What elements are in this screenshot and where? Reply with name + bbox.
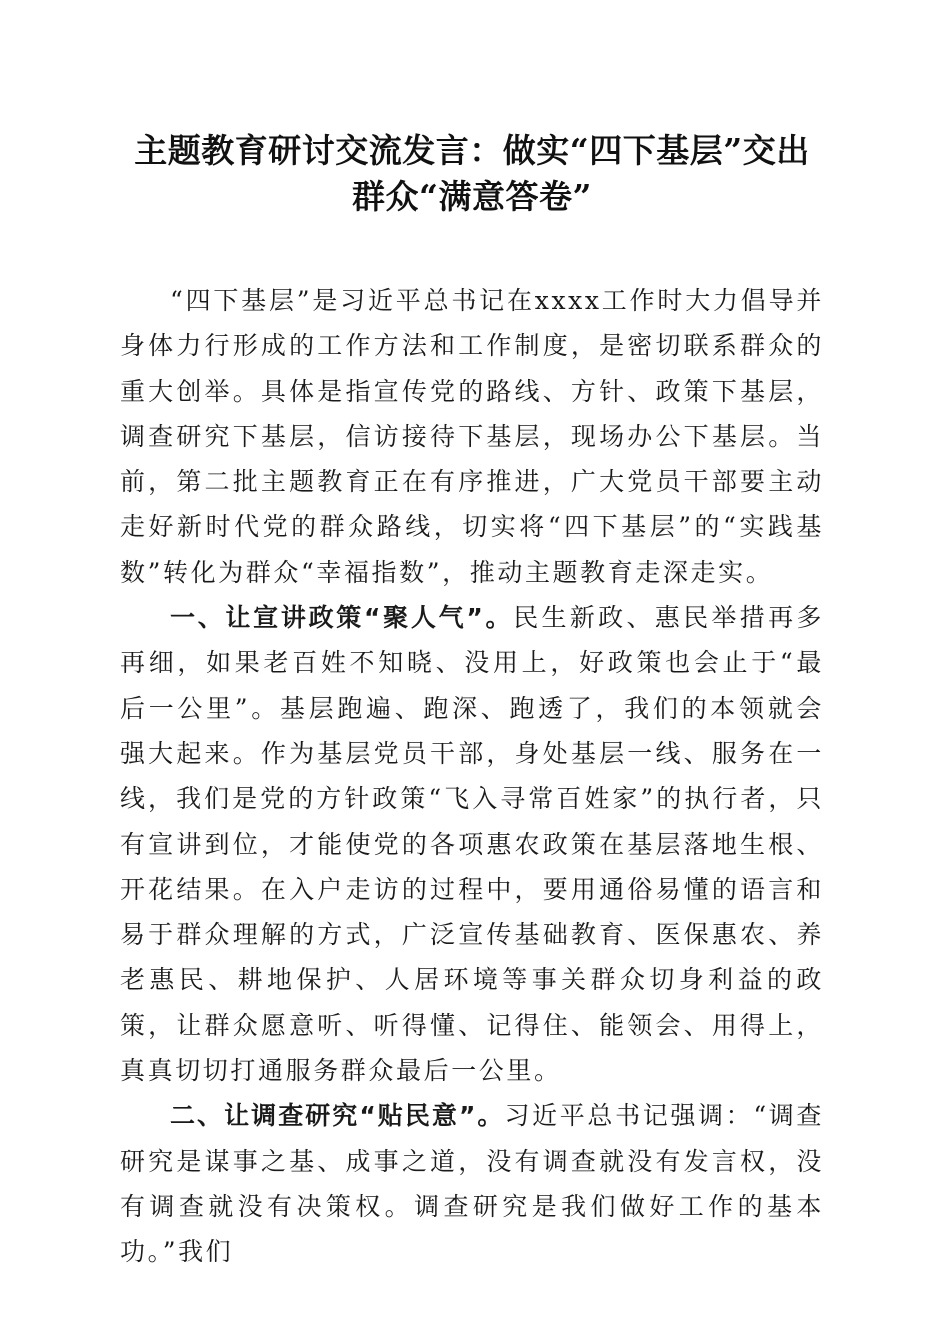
section-2-heading: 二、让调查研究“贴民意”。 [170, 1101, 505, 1131]
section-2-text: 习近平总书记强调：“调查研究是谋事之基、成事之道，没有调查就没有发言权，没有调查就没有决策权。调查研究是我们做好工作的基本功。”我们 [120, 1101, 824, 1267]
section-1-heading: 一、让宣讲政策“聚人气”。 [170, 603, 514, 633]
paragraph-intro-text: “四下基层”是习近平总书记在xxxx工作时大力倡导并身体力行形成的工作方法和工作制度，是密切联系群众的重大创举。具体是指宣传党的路线、方针、政策下基层，调查研究下基层，信访接待下基层，现场办公下基层。当前，第二批主题教育正在有序推进，广大党员干部要主动走好新时代党的群众路线，切实将“四下基层”的“实践基数”转化为群众“幸福指数”，推动主题教育走深走实。 [120, 286, 824, 587]
section-1-text: 民生新政、惠民举措再多再细，如果老百姓不知晓、没用上，好政策也会止于“最后一公里”。基层跑遍、跑深、跑透了，我们的本领就会强大起来。作为基层党员干部，身处基层一线、服务在一线，我们是党的方针政策“飞入寻常百姓家”的执行者，只有宣讲到位，才能使党的各项惠农政策在基层落地生根、开花结果。在入户走访的过程中，要用通俗易懂的语言和易于群众理解的方式，广泛宣传基础教育、医保惠农、养老惠民、耕地保护、人居环境等事关群众切身利益的政策，让群众愿意听、听得懂、记得住、能领会、用得上，真真切切打通服务群众最后一公里。 [120, 603, 824, 1086]
document-page [120, 128, 824, 1275]
paragraph-section-2 [120, 1093, 824, 1274]
paragraph-section-1 [120, 595, 824, 1093]
paragraph-intro [120, 278, 824, 595]
document-body [120, 278, 824, 1275]
document-title: 主题教育研讨交流发言：做实“四下基层”交出群众“满意答卷” [134, 131, 810, 216]
